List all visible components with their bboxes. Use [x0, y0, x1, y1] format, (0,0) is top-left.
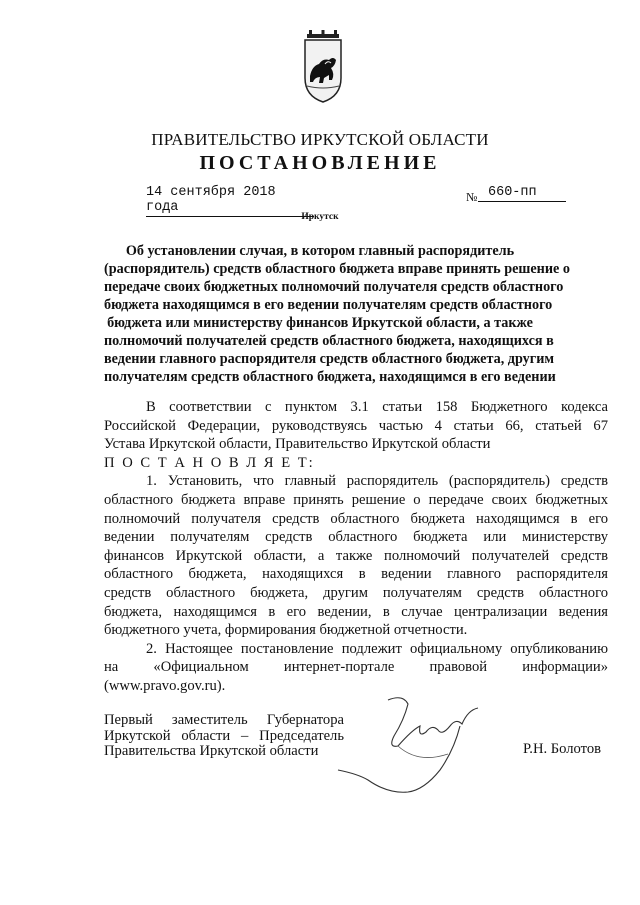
title-line: передаче своих бюджетных полномочий получателя средств областного	[104, 279, 564, 295]
item1-line: областного бюджета вправе принять решение о передаче своих бюджетных	[104, 491, 608, 508]
title-line: бюджета находящимся в его ведении получателям средств областного	[104, 297, 553, 313]
organization-name: ПРАВИТЕЛЬСТВО ИРКУТСКОЙ ОБЛАСТИ	[151, 130, 489, 149]
document-title	[104, 242, 570, 386]
document-body	[104, 398, 608, 696]
item1-line: бюджета, находящимся в его ведении, в случае централизации ведения	[104, 603, 608, 620]
preamble-line: В соответствии с пунктом 3.1 статьи 158 Бюджетного кодекса	[146, 399, 608, 415]
position-line: Первый заместитель Губернатора	[104, 712, 344, 728]
title-line: получателям средств областного бюджета, находящимся в его ведении	[104, 369, 556, 385]
preamble-line: Устава Иркутской области, Правительство Иркутской области	[104, 436, 491, 453]
resolves-heading: П О С Т А Н О В Л Я Е Т:	[104, 454, 315, 471]
title-line: бюджета или министерству финансов Иркутской области, а также	[107, 315, 533, 331]
title-line: Об установлении случая, в котором главный распорядитель	[125, 243, 515, 259]
position-line: Правительства Иркутской области	[104, 743, 319, 759]
item2-line: 2. Настоящее постановление подлежит официальному опубликованию	[146, 640, 608, 657]
document-number: 660-пп	[478, 185, 566, 202]
title-line: полномочий получателей средств областного бюджета, находящихся в	[104, 333, 554, 349]
handwritten-signature-icon	[328, 690, 508, 800]
document-date: 14 сентября 2018 года	[146, 185, 314, 217]
preamble-line: Российской Федерации, руководствуясь частью 4 статьи 66, статьей 67	[104, 417, 608, 434]
city-name: Иркутск	[301, 212, 339, 222]
signatory-position	[104, 713, 344, 760]
item1-line: бюджетного учета, формирования бюджетной отчетности.	[104, 622, 468, 639]
item1-line: средств областного бюджета, другим получателям средств областного	[104, 584, 608, 601]
number-label: №	[466, 190, 478, 204]
item1-line: 1. Установить, что главный распорядитель (распорядитель) средств	[146, 473, 608, 490]
coat-of-arms-emblem-icon	[299, 30, 347, 104]
title-line: (распорядитель) средств областного бюджета вправе принять решение о	[104, 261, 570, 277]
item1-line: финансов Иркутской области, а также полномочий получателей средств	[104, 547, 608, 564]
item1-line: ведении получателям средств областного бюджета или министерству	[104, 529, 608, 546]
position-line: Иркутской области – Председатель	[104, 727, 344, 744]
item2-line: (www.pravo.gov.ru).	[104, 677, 226, 694]
document-type: ПОСТАНОВЛЕНИЕ	[199, 152, 441, 174]
item1-line: полномочий получателя средств областного бюджета находящимся в его	[104, 510, 608, 527]
title-line: ведении главного распорядителя средств областного бюджета, другим	[104, 351, 555, 367]
item2-line: на «Официальном интернет-портале правовой информации»	[104, 659, 608, 676]
item1-line: областного бюджета, находящихся в ведении главного распорядителя	[104, 566, 608, 583]
signatory-name: Р.Н. Болотов	[523, 741, 602, 757]
